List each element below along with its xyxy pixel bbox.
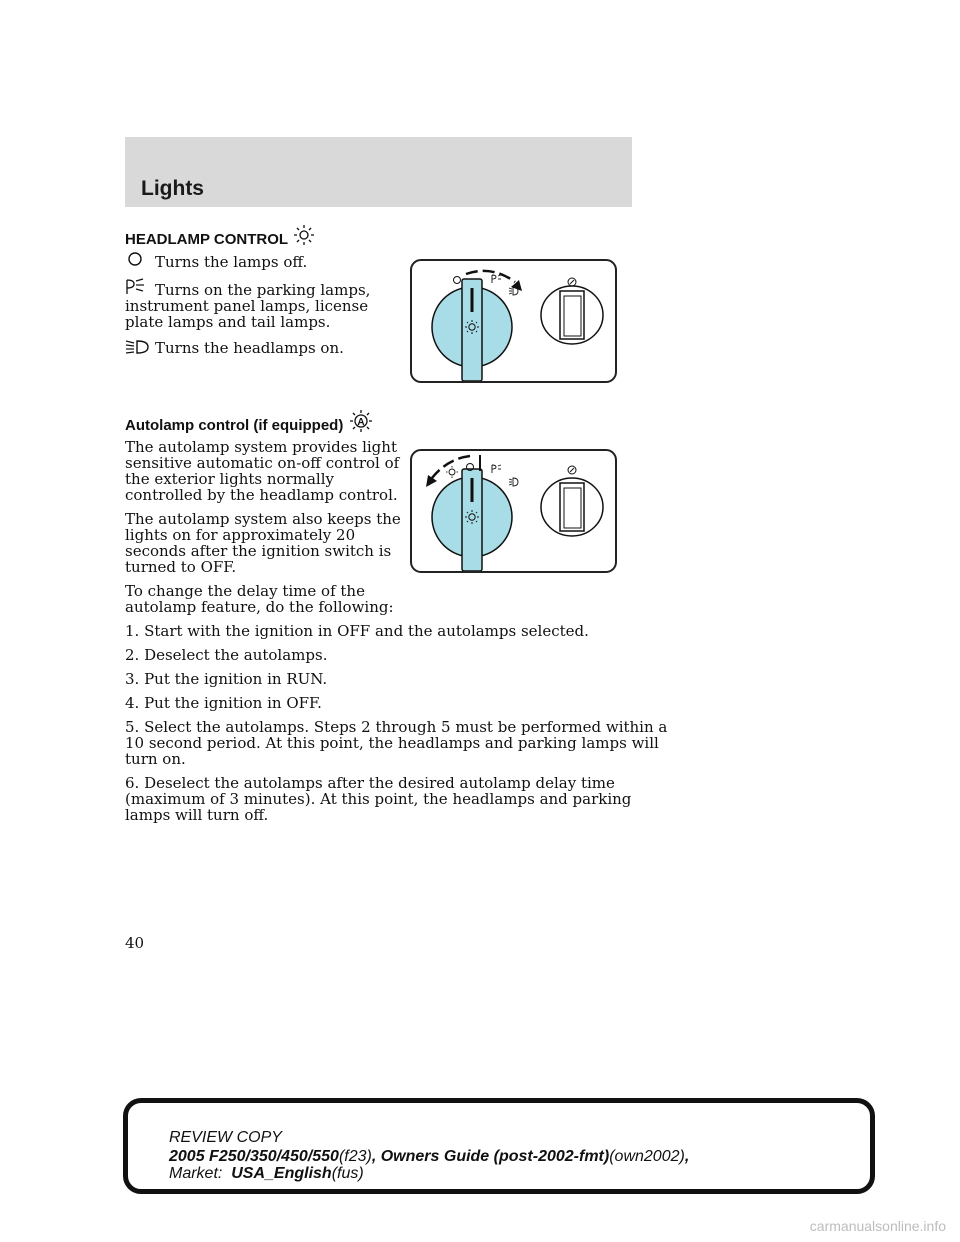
autolamp-p2-l3: seconds after the ignition switch is: [125, 542, 392, 560]
step-4: 4. Put the ignition in OFF.: [125, 694, 322, 712]
footer-doc-line: [169, 1148, 689, 1165]
footer-model-code: (f23): [338, 1148, 372, 1165]
dimmer-wheel-inner-2: [564, 488, 581, 528]
headlamp-heading: [125, 224, 316, 248]
footer-market-line: [169, 1165, 364, 1182]
autolamp-p2-l1: The autolamp system also keeps the: [125, 510, 401, 528]
autolamp-p1-l3: the exterior lights normally: [125, 470, 334, 488]
autolamp-switch-diagram: [412, 451, 615, 571]
step-6-l2: (maximum of 3 minutes). At this point, the headlamps and parking: [125, 790, 632, 808]
autolamp-p2-l4: turned to OFF.: [125, 558, 237, 576]
step-6-l1: 6. Deselect the autolamps after the desired autolamp delay time: [125, 774, 615, 792]
footer-comma: ,: [684, 1148, 690, 1165]
review-copy-label: REVIEW COPY: [169, 1129, 282, 1146]
parking-lamps-icon: [124, 278, 146, 296]
autolamp-p3-l2: autolamp feature, do the following:: [125, 598, 394, 616]
headlamps-icon: [124, 338, 152, 356]
step-5-l2: 10 second period. At this point, the headlamps and parking lamps will: [125, 734, 659, 752]
footer-market-label: Market:: [169, 1165, 232, 1182]
section-title: Lights: [141, 177, 204, 200]
item-off-text: Turns the lamps off.: [155, 253, 308, 271]
footer-market: USA_English: [231, 1165, 332, 1182]
parking-position-icon-2: [492, 465, 501, 473]
autolamp-p1-l2: sensitive automatic on-off control of: [125, 454, 400, 472]
section-banner: [125, 137, 632, 207]
headlamp-heading-text: HEADLAMP CONTROL: [125, 231, 288, 248]
autolamp-heading: [125, 409, 374, 434]
footer-model: 2005 F250/350/450/550: [169, 1148, 339, 1165]
dimmer-icon-2: [568, 466, 576, 474]
item-parking-line2: instrument panel lamps, license: [125, 297, 369, 315]
item-headlamps-text: Turns the headlamps on.: [155, 339, 344, 357]
item-parking-line3: plate lamps and tail lamps.: [125, 313, 331, 331]
step-5-l1: 5. Select the autolamps. Steps 2 through 5 must be performed within a: [125, 718, 668, 736]
autolamp-p1-l4: controlled by the headlamp control.: [125, 486, 398, 504]
autolamp-icon-label: A: [356, 417, 365, 428]
item-parking-first: Turns on the parking lamps,: [155, 281, 371, 299]
headlamp-switch-figure: [410, 259, 617, 383]
autolamp-p3-l1: To change the delay time of the: [125, 582, 365, 600]
lamps-off-icon: [126, 251, 144, 267]
auto-position-icon: [446, 466, 458, 478]
step-5-l3: turn on.: [125, 750, 186, 768]
footer-guide-code: (own2002): [609, 1148, 685, 1165]
review-copy-box: [123, 1098, 875, 1194]
page-number: 40: [125, 934, 145, 952]
autolamp-switch-figure: [410, 449, 617, 573]
autolamp-icon: [348, 409, 374, 433]
autolamp-heading-text: Autolamp control (if equipped): [125, 417, 344, 434]
step-1: 1. Start with the ignition in OFF and the autolamps selected.: [125, 622, 589, 640]
step-6-l3: lamps will turn off.: [125, 806, 269, 824]
step-2: 2. Deselect the autolamps.: [125, 646, 328, 664]
parking-position-icon: [492, 275, 501, 283]
dimmer-icon: [568, 278, 576, 286]
footer-market-code: (fus): [331, 1165, 364, 1182]
off-position-icon: [454, 277, 461, 284]
headlamp-switch-diagram: [412, 261, 615, 381]
headlamp-sun-icon: [292, 224, 316, 246]
headlamp-position-icon-2: [509, 478, 518, 486]
autolamp-p1-l1: The autolamp system provides light: [125, 438, 397, 456]
footer-guide: , Owners Guide (post-2002-fmt): [371, 1148, 610, 1165]
dimmer-wheel-inner: [564, 296, 581, 336]
autolamp-p2-l2: lights on for approximately 20: [125, 526, 356, 544]
step-3: 3. Put the ignition in RUN.: [125, 670, 328, 688]
watermark: carmanualsonline.info: [809, 1218, 946, 1234]
